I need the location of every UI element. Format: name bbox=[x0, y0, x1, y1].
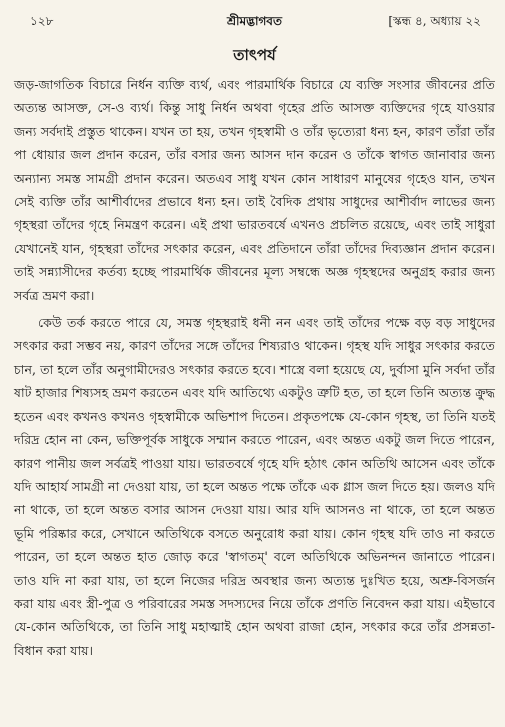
paragraph-1: জড়-জাগতিক বিচারে নির্ধন ব্যক্তি ব্যর্থ, এবং পারমার্থিক বিচারে যে ব্যক্তি সংসার জীবনের প্রতি অত্যন্ত আসক্ত, সে-ও ব্যর্থ। কিন্তু সাধু নির্ধন অথবা গৃহের প্রতি আসক্ত ব্যক্তিদের গৃহে যাওয়ার জন্য সর্বদাই প্রস্তুত থাকেন। যখন তা হয়, তখন গৃহস্বামী ও তাঁর ভৃত্যেরা ধন্য হন, কারণ তাঁরা তাঁর পা ধোয়ার জল প্রদান করেন, তাঁর বসার জন্য আসন দান করেন ও তাঁকে স্বাগত জানাবার জন্য অন্যান্য সমস্ত সামগ্রী প্রদান করেন। অতএব সাধু যখন কোন সাধারণ মানুষের গৃহেও যান, তখন সেই ব্যক্তি তাঁর আশীর্বাদের প্রভাবে ধন্য হন। তাই বৈদিক প্রথায় সাধুদের আশীর্বাদ লাভের জন্য গৃহস্থরা তাঁদের গৃহে নিমন্ত্রণ করেন। এই প্রথা ভারতবর্ষে এখনও প্রচলিত রয়েছে, এবং তাই সাধুরা যেখানেই যান, গৃহস্থরা তাঁদের সৎকার করেন, এবং প্রতিদানে তাঁরা তাঁদের দিব্যজ্ঞান প্রদান করেন। তাই সন্ন্যাসীদের কর্তব্য হচ্ছে পারমার্থিক জীবনের মূল্য সম্বন্ধে অজ্ঞ গৃহস্থদের অনুগ্রহ করার জন্য সর্বত্র ভ্রমণ করা। bbox=[14, 77, 495, 303]
page-header bbox=[14, 6, 495, 28]
book-title: শ্রীমদ্ভাগবত bbox=[226, 14, 282, 28]
paragraph-2: কেউ তর্ক করতে পারে যে, সমস্ত গৃহস্থরাই ধনী নন এবং তাই তাঁদের পক্ষে বড় বড় সাধুদের সৎকার করা সম্ভব নয়, কারণ তাঁদের সঙ্গে তাঁদের শিষ্যরাও থাকেন। গৃহস্থ যদি সাধুর সৎকার করতে চান, তা হলে তাঁর অনুগামীদেরও সৎকার করতে হবে। শাস্ত্রে বলা হয়েছে যে, দুর্বাসা মুনি সর্বদা তাঁর ষাট হাজার শিষ্যসহ ভ্রমণ করতেন এবং যদি আতিথ্যে একটুও ত্রুটি হত, তা হলে তিনি অত্যন্ত ক্রুদ্ধ হতেন এবং কখনও কখনও গৃহস্বামীকে অভিশাপ দিতেন। প্রকৃতপক্ষে যে-কোন গৃহস্থ, তা তিনি যতই দরিদ্র হোন না কেন, ভক্তিপূর্বক সাধুকে সম্মান করতে পারেন, এবং অন্তত একটু জল দিতে পারেন, কারণ পানীয় জল সর্বত্রই পাওয়া যায়। ভারতবর্ষে গৃহে যদি হঠাৎ কোন অতিথি আসেন এবং তাঁকে যদি আহার্য সামগ্রী না দেওয়া যায়, তা হলে অন্তত পক্ষে তাঁকে এক গ্লাস জল দিতে হয়। জলও যদি না থাকে, তা হলে অন্তত বসার আসন দেওয়া যায়। আর যদি আসনও না থাকে, তা হলে অন্তত ভূমি পরিষ্কার করে, সেখানে অতিথিকে বসতে অনুরোধ করা যায়। কোন গৃহস্থ যদি তাও না করতে পারেন, তা হলে অন্তত হাত জোড় করে 'স্বাগতম্' বলে অতিথিকে অভিনন্দন জানাতে পারেন। তাও যদি না করা যায়, তা হলে নিজের দরিদ্র অবস্থার জন্য অত্যন্ত দুঃখিত হয়ে, অশ্রু-বিসর্জন করা যায় এবং স্ত্রী-পুত্র ও পরিবারের সমস্ত সদস্যদের নিয়ে তাঁকে প্রণতি নিবেদন করা যায়। এইভাবে যে-কোন অতিথিকে, তা তিনি সাধু মহাত্মাই হোন অথবা রাজা হোন, সৎকার করে তাঁর প্রসন্নতা-বিধান করা যায়। bbox=[14, 315, 495, 658]
chapter-reference: [স্কন্ধ ৪, অধ্যায় ২২ bbox=[388, 14, 481, 28]
page-number: ১২৮ bbox=[30, 14, 54, 28]
section-title: তাৎপর্য bbox=[233, 46, 276, 64]
